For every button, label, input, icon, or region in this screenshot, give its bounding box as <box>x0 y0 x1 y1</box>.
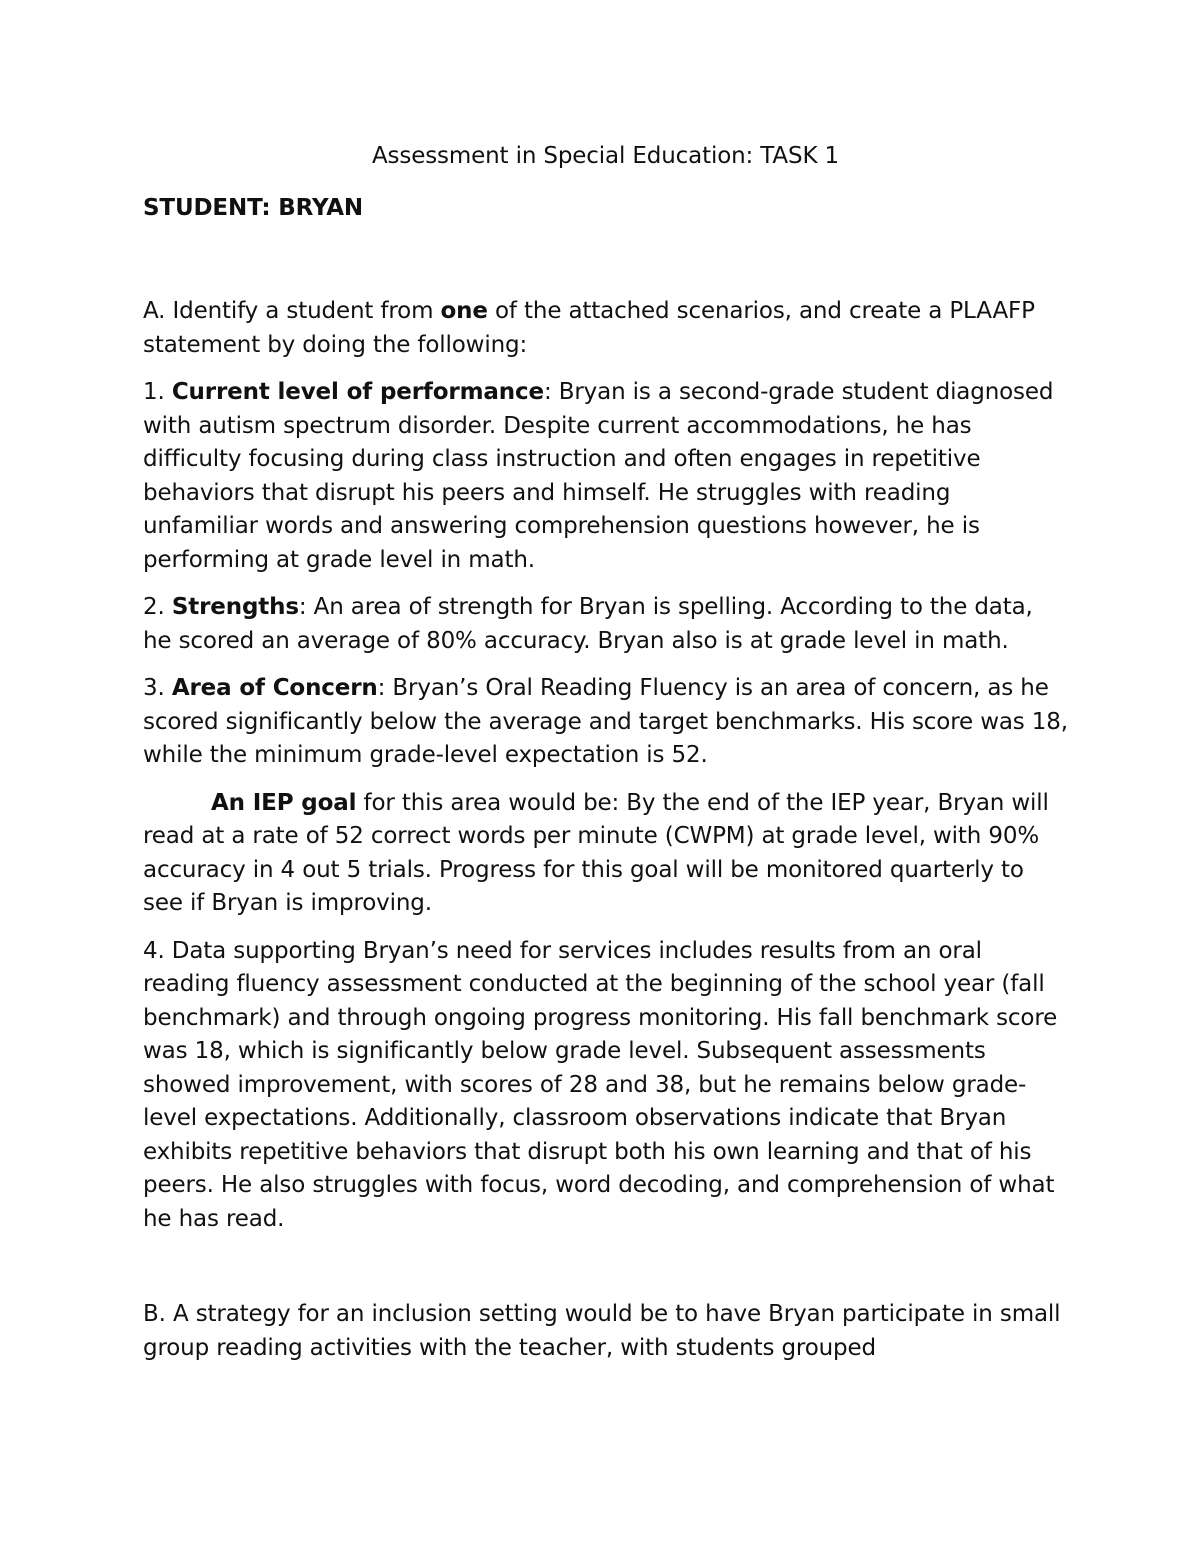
item-3-text: : Bryan’s Oral Reading Fluency is an area of concern, as he scored significantly below the average and target benchmarks. His score was 18, while the minimum grade-level expectation is 52. <box>143 675 1068 768</box>
iep-goal-heading: An IEP goal <box>211 789 357 816</box>
item-2-paragraph <box>143 591 1068 658</box>
item-3-number: 3. <box>143 675 172 701</box>
student-label: STUDENT: BRYAN <box>143 194 364 221</box>
section-a-prefix: A. Identify a student from <box>143 298 441 324</box>
iep-goal-paragraph <box>143 787 1068 921</box>
section-a-emphasis: one <box>440 298 488 324</box>
item-3-paragraph <box>143 672 1068 773</box>
item-1-paragraph <box>143 376 1068 577</box>
section-b-paragraph: B. A strategy for an inclusion setting would be to have Bryan participate in small group reading activities with the teacher, with students grouped <box>143 1301 1061 1361</box>
item-1-heading: Current level of performance <box>171 379 544 405</box>
item-3-heading: Area of Concern <box>171 675 378 701</box>
item-1-number: 1. <box>143 379 172 405</box>
item-4-paragraph: 4. Data supporting Bryan’s need for services includes results from an oral reading fluency assessment conducted at the beginning of the school year (fall benchmark) and through ongoing progress monitoring. His fall benchmark score was 18, which is significantly below grade level. Subsequent assessments showed improvement, with scores of 28 and 38, but he remains below grade-level expectations. Additionally, classroom observations indicate that Bryan exhibits repetitive behaviors that disrupt both his own learning and that of his peers. He also struggles with focus, word decoding, and comprehension of what he has read. <box>143 937 1058 1232</box>
document-body <box>143 140 1068 1379</box>
section-a-suffix: of the attached scenarios, and create a PLAAFP statement by doing the following: <box>143 298 1035 358</box>
iep-goal-text: for this area would be: By the end of the IEP year, Bryan will read at a rate of 52 correct words per minute (CWPM) at grade level, with 90% accuracy in 4 out 5 trials. Progress for this goal will be monitored quarterly to see if Bryan is improving. <box>143 789 1049 916</box>
item-2-text: : An area of strength for Bryan is spelling. According to the data, he scored an average of 80% accuracy. Bryan also is at grade level in math. <box>143 594 1033 654</box>
item-2-heading: Strengths <box>171 594 299 620</box>
item-1-text: : Bryan is a second-grade student diagnosed with autism spectrum disorder. Despite current accommodations, he has difficulty focusing during class instruction and often engages in repetitive behaviors that disrupt his peers and himself. He struggles with reading unfamiliar words and answering comprehension questions however, he is performing at grade level in math. <box>143 379 1054 573</box>
item-2-number: 2. <box>143 594 172 620</box>
document-title: Assessment in Special Education: TASK 1 <box>371 143 840 169</box>
section-a-paragraph <box>143 295 1068 362</box>
